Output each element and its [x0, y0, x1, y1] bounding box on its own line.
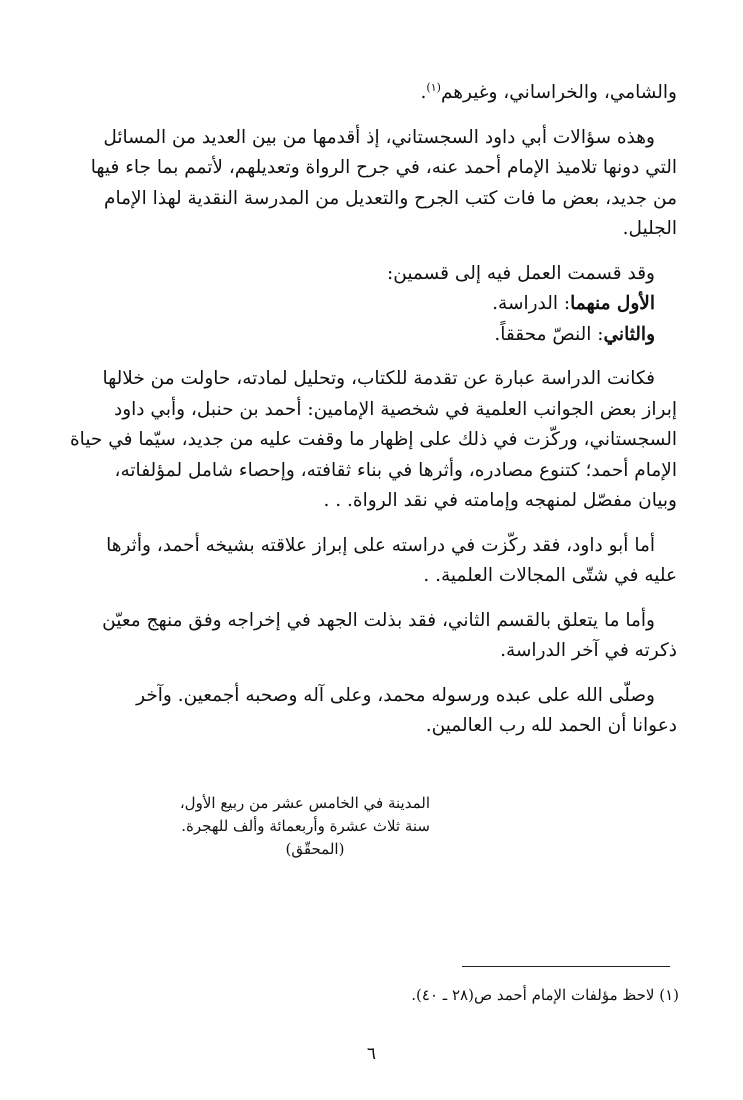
paragraph-line: إبراز بعض الجوانب العلمية في شخصية الإمامين: أحمد بن حنبل، وأبي داود — [113, 398, 677, 420]
intro-paragraph — [62, 78, 677, 109]
paragraph-line: الإمام أحمد؛ كتنوع مصادره، وأثرها في بناء ثقافته، وإحصاء شامل لمؤلفاته، — [114, 459, 677, 481]
division-intro: وقد قسمت العمل فيه إلى قسمين: — [387, 262, 655, 284]
division-first-label: الأول منهما — [570, 293, 655, 314]
division-second — [62, 320, 677, 351]
signature-year: سنة ثلاث عشرة وأربعمائة وألف للهجرة. — [181, 817, 430, 835]
division-first — [62, 289, 677, 320]
paragraph-division — [62, 259, 677, 351]
paragraph-abu-dawud — [62, 531, 677, 592]
page-body — [62, 78, 677, 756]
page-number: ٦ — [366, 1044, 377, 1064]
paragraph-line: وصلّى الله على عبده ورسوله محمد، وعلى آله وصحبه أجمعين. وآخر — [136, 684, 655, 706]
paragraph-second-part — [62, 606, 677, 667]
intro-end: . — [420, 82, 427, 103]
paragraph-closing — [62, 681, 677, 742]
paragraph-line: وأما ما يتعلق بالقسم الثاني، فقد بذلت الجهد في إخراجه وفق منهج معيّن — [102, 609, 655, 631]
paragraph-line: من جديد، بعض ما فات كتب الجرح والتعديل من المدرسة النقدية لهذا الإمام — [104, 187, 677, 209]
signature-block — [160, 792, 430, 861]
signature-place-date: المدينة في الخامس عشر من ربيع الأول، — [179, 794, 430, 812]
paragraph-line: السجستاني، وركّزت في ذلك على إظهار ما وقفت عليه من جديد، سيّما في حياة — [69, 429, 677, 450]
footnote-divider — [462, 966, 670, 967]
footnote: (١) لاحظ مؤلفات الإمام أحمد ص(٢٨ ـ ٤٠). — [411, 986, 679, 1004]
division-first-text: : الدراسة. — [492, 293, 571, 314]
paragraph-study — [62, 364, 677, 517]
signature-author: (المحقّق) — [285, 840, 345, 858]
paragraph-sijistani-questions — [62, 123, 677, 245]
paragraph-line: وهذه سؤالات أبي داود السجستاني، إذ أقدمها من بين العديد من المسائل — [103, 126, 655, 148]
division-second-label: والثاني — [603, 323, 655, 345]
paragraph-line: أما أبو داود، فقد ركّزت في دراسته على إبراز علاقته بشيخه أحمد، وأثرها — [106, 534, 655, 556]
paragraph-line: ذكرته في آخر الدراسة. — [500, 640, 677, 661]
paragraph-line: وبيان مفصّل لمنهجه وإمامته في نقد الرواة. . . — [323, 490, 677, 511]
paragraph-line: فكانت الدراسة عبارة عن تقدمة للكتاب، وتحليل لمادته، حاولت من خلالها — [102, 368, 655, 389]
intro-line — [62, 78, 677, 109]
division-second-text: : النصّ محققاً. — [494, 323, 604, 345]
paragraph-line: عليه في شتّى المجالات العلمية. . — [423, 565, 677, 586]
footnote-reference[interactable]: (١) — [426, 80, 441, 94]
intro-text: والشامي، والخراساني، وغيرهم — [440, 82, 677, 103]
paragraph-line: دعوانا أن الحمد لله رب العالمين. — [425, 715, 677, 736]
paragraph-line: التي دونها تلاميذ الإمام أحمد عنه، في جرح الرواة وتعديلهم، لأتمم بما جاء فيها — [90, 157, 677, 178]
paragraph-line: الجليل. — [622, 218, 677, 239]
